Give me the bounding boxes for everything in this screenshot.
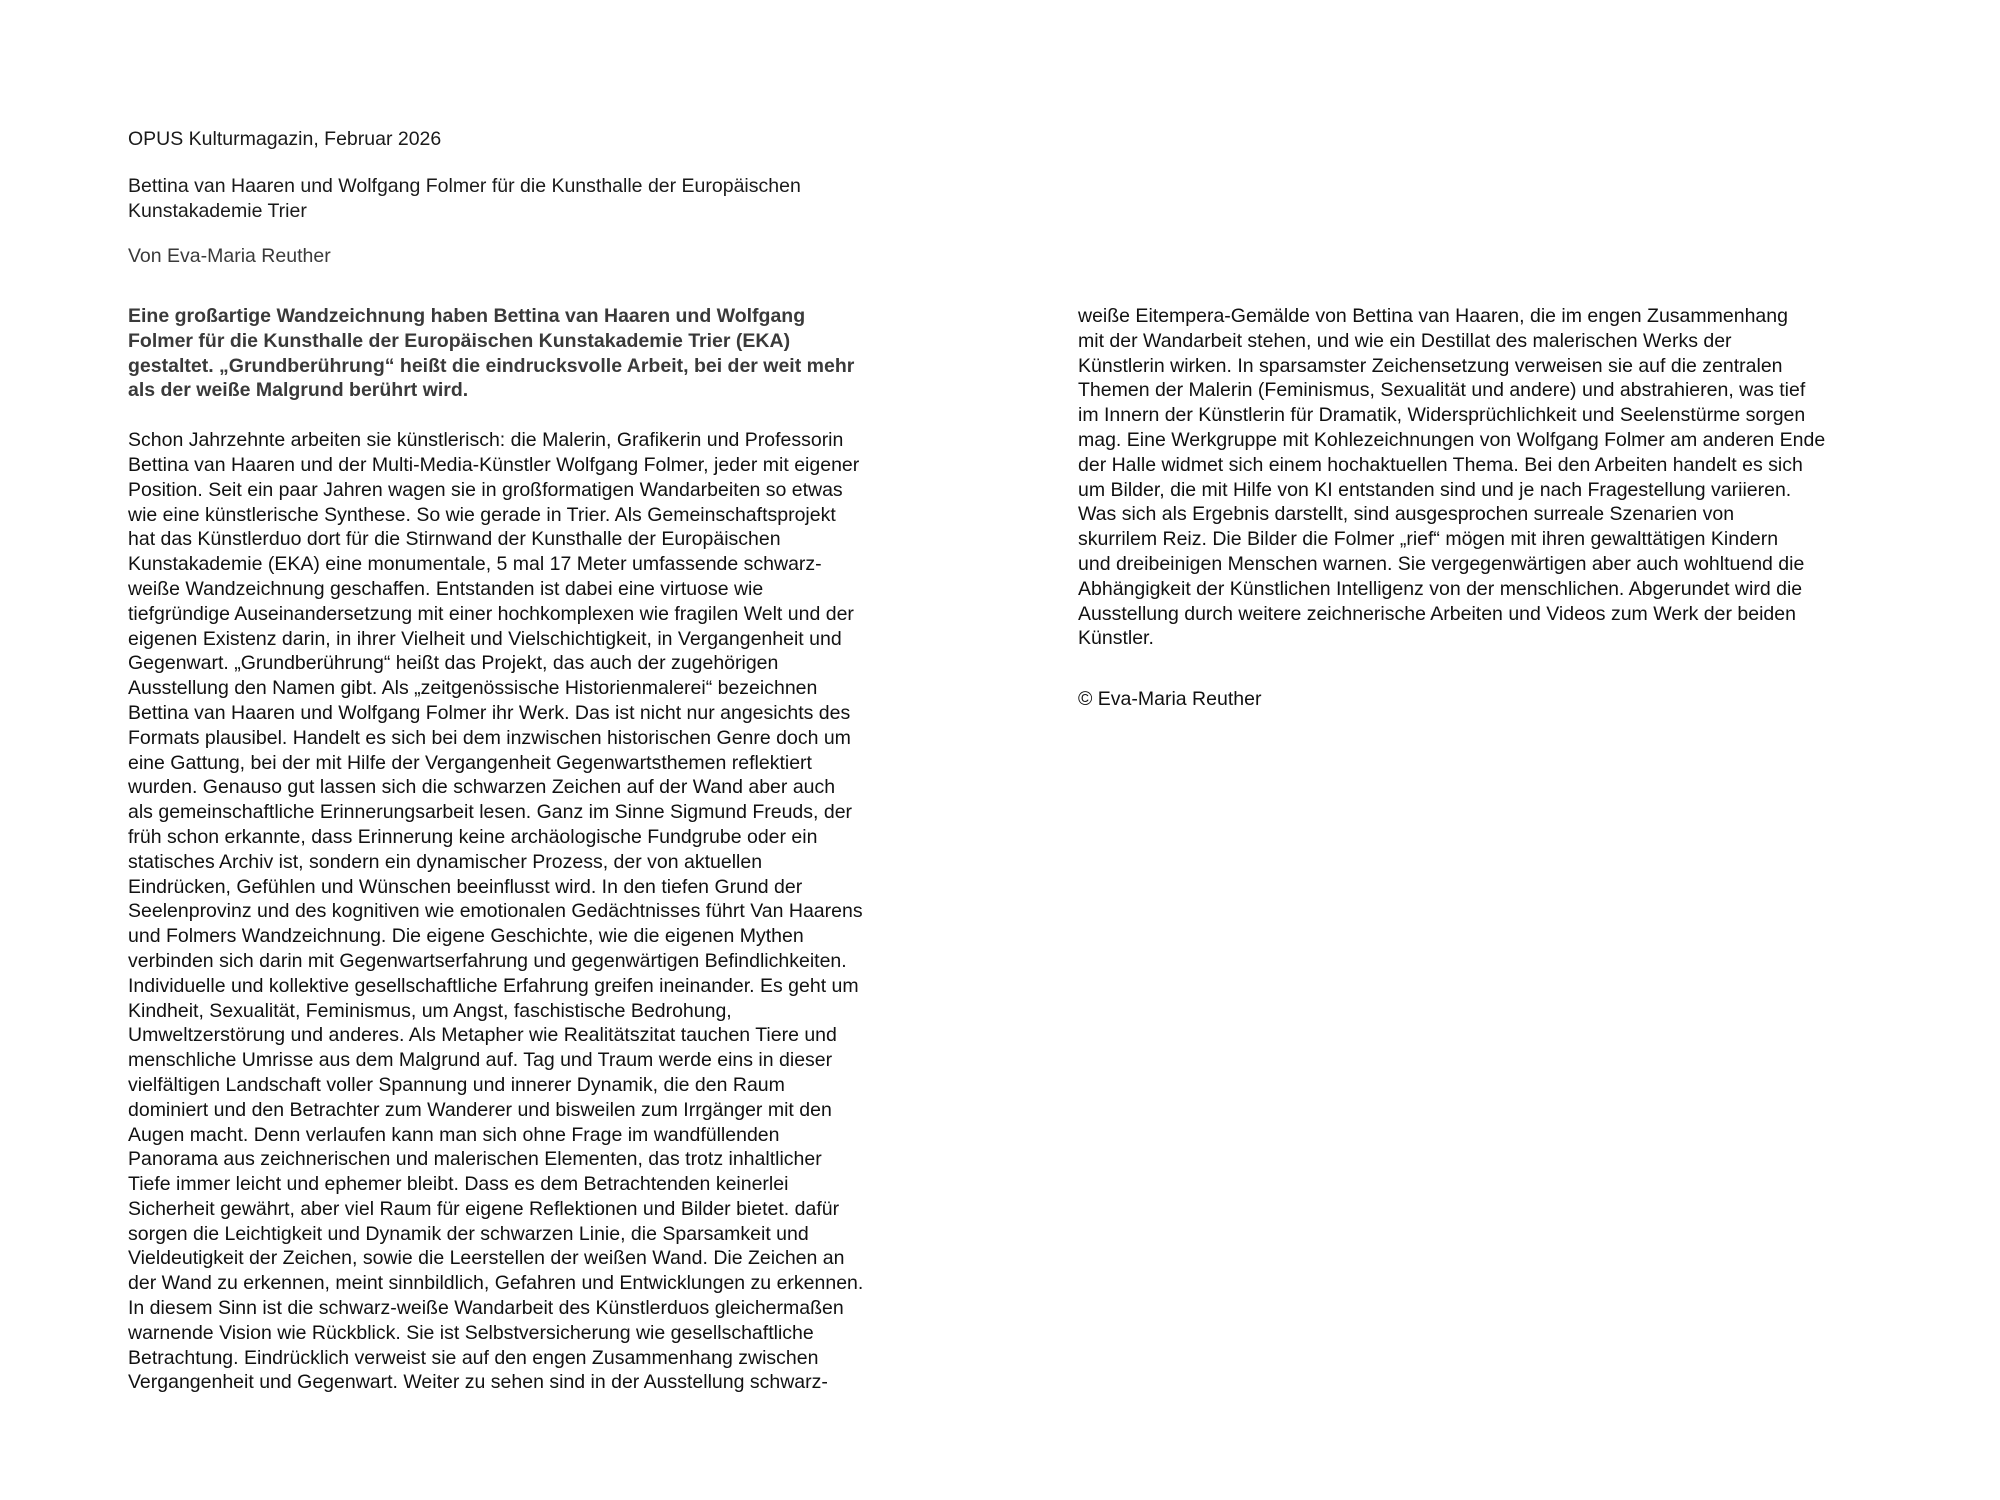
body-text-line: Seelenprovinz und des kognitiven wie emotionalen Gedächtnisses führt Van Haarens	[128, 900, 863, 923]
body-text-line: In diesem Sinn ist die schwarz-weiße Wandarbeit des Künstlerduos gleichermaßen	[128, 1297, 844, 1320]
body-text-line: um Bilder, die mit Hilfe von KI entstanden sind und je nach Fragestellung variieren.	[1078, 478, 1792, 501]
body-text-line: dominiert und den Betrachter zum Wanderer und bisweilen zum Irrgänger mit den	[128, 1098, 832, 1121]
body-text-line: Vergangenheit und Gegenwart. Weiter zu sehen sind in der Ausstellung schwarz-	[128, 1371, 828, 1394]
body-text-line: menschliche Umrisse aus dem Malgrund auf. Tag und Traum werde eins in dieser	[128, 1049, 833, 1072]
left-column	[128, 304, 948, 1395]
body-text-line: und Folmers Wandzeichnung. Die eigene Geschichte, wie die eigenen Mythen	[128, 925, 804, 948]
lead-line: Folmer für die Kunsthalle der Europäischen Kunstakademie Trier (EKA)	[128, 329, 791, 352]
paragraph-gap	[128, 403, 948, 428]
body-text-line: eine Gattung, bei der mit Hilfe der Vergangenheit Gegenwartsthemen reflektiert	[128, 751, 812, 774]
body-text-line: Betrachtung. Eindrücklich verweist sie auf den engen Zusammenhang zwischen	[128, 1346, 819, 1369]
body-text-line: wurden. Genauso gut lassen sich die schwarzen Zeichen auf der Wand aber auch	[128, 776, 836, 799]
body-text-line: Individuelle und kollektive gesellschaftliche Erfahrung greifen ineinander. Es geht um	[128, 974, 859, 997]
body-text-line: eigenen Existenz darin, in ihrer Vielheit und Vielschichtigkeit, in Vergangenheit und	[128, 627, 842, 650]
lead-line: gestaltet. „Grundberührung“ heißt die eindrucksvolle Arbeit, bei der weit mehr	[128, 354, 855, 377]
body-text-line: Panorama aus zeichnerischen und malerischen Elementen, das trotz inhaltlicher	[128, 1148, 822, 1171]
lead-line: als der weiße Malgrund berührt wird.	[128, 379, 469, 402]
body-text-line: Themen der Malerin (Feminismus, Sexualität und andere) und abstrahieren, was tief	[1078, 379, 1806, 402]
body-text-line: weiße Eitempera-Gemälde von Bettina van Haaren, die im engen Zusammenhang	[1078, 305, 1788, 327]
body-text-line: Ausstellung den Namen gibt. Als „zeitgenössische Historienmalerei“ bezeichnen	[128, 677, 818, 700]
body-text-line: Künstlerin wirken. In sparsamster Zeichensetzung verweisen sie auf die zentralen	[1078, 354, 1783, 377]
body-paragraph-left	[128, 428, 948, 1395]
body-text-line: mit der Wandarbeit stehen, und wie ein Destillat des malerischen Werks der	[1078, 329, 1732, 352]
body-text-line: der Halle widmet sich einem hochaktuellen Thema. Bei den Arbeiten handelt es sich	[1078, 453, 1803, 476]
body-text-line: mag. Eine Werkgruppe mit Kohlezeichnungen von Wolfgang Folmer am anderen Ende	[1078, 428, 1826, 451]
body-text-line: Bettina van Haaren und der Multi-Media-Künstler Wolfgang Folmer, jeder mit eigener	[128, 453, 860, 476]
body-text-line: und dreibeinigen Menschen warnen. Sie vergegenwärtigen aber auch wohltuend die	[1078, 552, 1805, 575]
body-text-line: Position. Seit ein paar Jahren wagen sie in großformatigen Wandarbeiten so etwas	[128, 478, 843, 501]
body-text-line: skurrilem Reiz. Die Bilder die Folmer „rief“ mögen mit ihren gewalttätigen Kindern	[1078, 528, 1779, 551]
body-text-line: hat das Künstlerduo dort für die Stirnwand der Kunsthalle der Europäischen	[128, 528, 781, 551]
article-title-line-1: Bettina van Haaren und Wolfgang Folmer für die Kunsthalle der Europäischen	[128, 175, 801, 197]
body-text-line: Kunstakademie (EKA) eine monumentale, 5 mal 17 Meter umfassende schwarz-	[128, 553, 822, 576]
body-text-line: vielfältigen Landschaft voller Spannung und innerer Dynamik, die den Raum	[128, 1073, 785, 1096]
body-paragraph-right	[1078, 304, 1898, 651]
body-text-line: Tiefe immer leicht und ephemer bleibt. Dass es dem Betrachtenden keinerlei	[128, 1173, 789, 1196]
body-text-line: als gemeinschaftliche Erinnerungsarbeit lesen. Ganz im Sinne Sigmund Freuds, der	[128, 801, 853, 824]
body-text-line: Eindrücken, Gefühlen und Wünschen beeinflusst wird. In den tiefen Grund der	[128, 875, 803, 898]
copyright-note: © Eva-Maria Reuther	[1078, 688, 1262, 710]
body-text-line: früh schon erkannte, dass Erinnerung keine archäologische Fundgrube oder ein	[128, 825, 818, 848]
body-text-line: statisches Archiv ist, sondern ein dynamischer Prozess, der von aktuellen	[128, 850, 763, 873]
body-text-line: tiefgründige Auseinandersetzung mit einer hochkomplexen wie fragilen Welt und der	[128, 602, 854, 625]
body-text-line: Abhängigkeit der Künstlichen Intelligenz von der menschlichen. Abgerundet wird die	[1078, 577, 1803, 600]
body-text-line: Gegenwart. „Grundberührung“ heißt das Projekt, das auch der zugehörigen	[128, 652, 779, 675]
body-text-line: weiße Wandzeichnung geschaffen. Entstanden ist dabei eine virtuose wie	[128, 577, 764, 600]
body-text-line: im Innern der Künstlerin für Dramatik, Widersprüchlichkeit und Seelenstürme sorgen	[1078, 404, 1806, 427]
right-column	[1078, 304, 1898, 651]
body-text-line: verbinden sich darin mit Gegenwartserfahrung und gegenwärtigen Befindlichkeiten.	[128, 949, 847, 972]
body-text-line: Bettina van Haaren und Wolfgang Folmer ihr Werk. Das ist nicht nur angesichts des	[128, 701, 851, 724]
magazine-line: OPUS Kulturmagazin, Februar 2026	[128, 128, 442, 150]
article-title-line-2: Kunstakademie Trier	[128, 200, 307, 222]
lead-line: Eine großartige Wandzeichnung haben Bettina van Haaren und Wolfgang	[128, 305, 806, 327]
lead-paragraph	[128, 304, 948, 403]
body-text-line: Künstler.	[1078, 627, 1154, 650]
body-text-line: sorgen die Leichtigkeit und Dynamik der schwarzen Linie, die Sparsamkeit und	[128, 1222, 809, 1245]
body-text-line: Augen macht. Denn verlaufen kann man sich ohne Frage im wandfüllenden	[128, 1123, 780, 1146]
author-byline: Von Eva-Maria Reuther	[128, 245, 331, 267]
body-text-line: Sicherheit gewährt, aber viel Raum für eigene Reflektionen und Bilder bietet. dafür	[128, 1197, 840, 1220]
body-text-line: wie eine künstlerische Synthese. So wie gerade in Trier. Als Gemeinschaftsprojekt	[128, 503, 836, 526]
body-text-line: der Wand zu erkennen, meint sinnbildlich, Gefahren und Entwicklungen zu erkennen.	[128, 1272, 864, 1295]
body-text-line: Kindheit, Sexualität, Feminismus, um Angst, faschistische Bedrohung,	[128, 999, 732, 1022]
body-text-line: Was sich als Ergebnis darstellt, sind ausgesprochen surreale Szenarien von	[1078, 503, 1735, 526]
body-text-line: Umweltzerstörung und anderes. Als Metapher wie Realitätszitat tauchen Tiere und	[128, 1024, 837, 1047]
body-text-line: Formats plausibel. Handelt es sich bei dem inzwischen historischen Genre doch um	[128, 726, 851, 749]
body-text-line: Schon Jahrzehnte arbeiten sie künstlerisch: die Malerin, Grafikerin und Professorin	[128, 429, 844, 452]
body-text-line: Ausstellung durch weitere zeichnerische Arbeiten und Videos zum Werk der beiden	[1078, 602, 1796, 625]
body-text-line: warnende Vision wie Rückblick. Sie ist Selbstversicherung wie gesellschaftliche	[128, 1321, 814, 1344]
body-text-line: Vieldeutigkeit der Zeichen, sowie die Leerstellen der weißen Wand. Die Zeichen an	[128, 1247, 845, 1270]
